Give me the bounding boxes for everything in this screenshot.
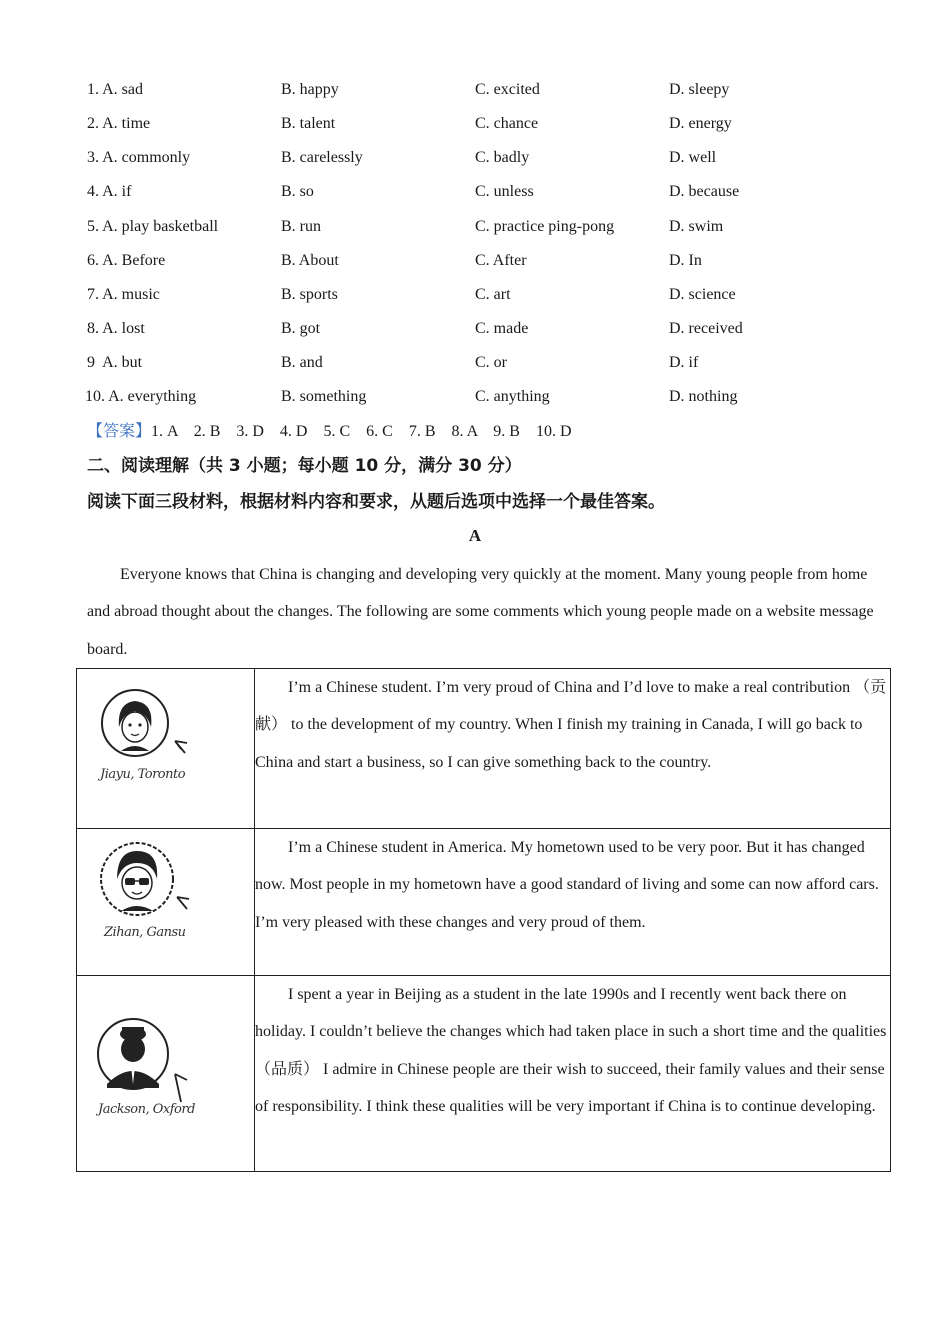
question-row-7	[87, 278, 887, 312]
option-d: D. In	[669, 252, 702, 269]
passage-intro: Everyone knows that China is changing and developing very quickly at the moment. Many young people from home and abroad thought about the changes. The following are some comments which young people made on a website message board.	[87, 566, 874, 658]
option-a: 3. A. commonly	[87, 149, 191, 166]
option-a: 10. A. everything	[85, 388, 197, 405]
option-c: C. made	[475, 320, 529, 337]
commenter-name: Jackson, Oxford	[98, 1102, 195, 1117]
option-c: C. chance	[475, 115, 539, 132]
option-a: 2. A. time	[87, 115, 151, 132]
option-d: D. well	[669, 149, 717, 166]
option-b: B. About	[281, 252, 339, 269]
option-c: C. After	[475, 252, 527, 269]
commenter-name: Zihan, Gansu	[104, 925, 186, 940]
passage-letter: A	[468, 526, 482, 545]
option-d: D. energy	[669, 115, 732, 132]
option-c: C. excited	[475, 81, 540, 98]
option-b: B. something	[281, 388, 367, 405]
option-b: B. run	[281, 218, 321, 235]
option-c: C. practice ping-pong	[475, 218, 615, 235]
avatar-cell	[77, 976, 255, 1172]
comment-text: I’m a Chinese student in America. My hometown used to be very poor. But it has changed now. Most people in my hometown have a good standard of living and some can now afford cars. I’m very pleased with these changes and very proud of them.	[255, 829, 891, 976]
option-b: B. got	[281, 320, 321, 337]
avatar-jiayu-icon	[97, 683, 197, 767]
option-a: 1. A. sad	[87, 81, 143, 98]
option-c: C. or	[475, 354, 507, 371]
question-row-4	[87, 175, 887, 209]
option-b: B. talent	[281, 115, 336, 132]
message-board-table	[76, 668, 891, 1172]
comment-text: I’m a Chinese student. I’m very proud of China and I’d love to make a real contribution （贡献） to the development of my country. When I finish my training in Canada, I will go back to China and start a business, so I can give something back to the country.	[255, 669, 891, 829]
question-row-3	[87, 141, 887, 175]
comment-row	[77, 976, 891, 1172]
option-c: C. unless	[475, 183, 534, 200]
option-d: D. science	[669, 286, 736, 303]
avatar-zihan-icon	[97, 841, 197, 925]
option-d: D. swim	[669, 218, 724, 235]
answer-tag: 【答案】	[87, 423, 152, 440]
option-a: 9 A. but	[87, 354, 143, 371]
comment-text: I spent a year in Beijing as a student in the late 1990s and I recently went back there on holiday. I couldn’t believe the changes which had taken place in such a short time and the qualities （品质） I admire in Chinese people are their wish to succeed, their family values and their sense of responsibility. I think these qualities will be very important if China is to continue developing.	[255, 976, 891, 1172]
option-b: B. carelessly	[281, 149, 363, 166]
commenter-name: Jiayu, Toronto	[100, 767, 186, 782]
option-c: C. art	[475, 286, 511, 303]
question-row-1	[87, 73, 887, 107]
question-row-9	[87, 346, 887, 380]
option-b: B. happy	[281, 81, 339, 98]
option-b: B. so	[281, 183, 314, 200]
avatar-jackson-icon	[93, 1014, 193, 1104]
option-d: D. sleepy	[669, 81, 730, 98]
section-title: 二、阅读理解（共 3 小题；每小题 10 分，满分 30 分）	[87, 456, 522, 476]
option-a: 8. A. lost	[87, 320, 145, 337]
question-row-8	[87, 312, 887, 346]
option-d: D. because	[669, 183, 740, 200]
option-c: C. anything	[475, 388, 550, 405]
option-d: D. nothing	[669, 388, 738, 405]
avatar-cell	[77, 829, 255, 976]
option-a: 5. A. play basketball	[87, 218, 219, 235]
option-a: 7. A. music	[87, 286, 160, 303]
option-a: 4. A. if	[87, 183, 132, 200]
option-c: C. badly	[475, 149, 530, 166]
question-row-10	[87, 380, 887, 414]
answer-text: 1. A 2. B 3. D 4. D 5. C 6. C 7. B 8. A 9. B 10. D	[151, 423, 572, 440]
avatar-cell	[77, 669, 255, 829]
question-row-6	[87, 244, 887, 278]
comment-row	[77, 829, 891, 976]
question-row-2	[87, 107, 887, 141]
comment-row	[77, 669, 891, 829]
question-row-5	[87, 210, 887, 244]
option-d: D. if	[669, 354, 699, 371]
option-b: B. and	[281, 354, 323, 371]
answer-key	[87, 415, 572, 449]
section-instruction: 阅读下面三段材料，根据材料内容和要求，从题后选项中选择一个最佳答案。	[87, 492, 665, 512]
option-b: B. sports	[281, 286, 338, 303]
option-d: D. received	[669, 320, 743, 337]
option-a: 6. A. Before	[87, 252, 166, 269]
